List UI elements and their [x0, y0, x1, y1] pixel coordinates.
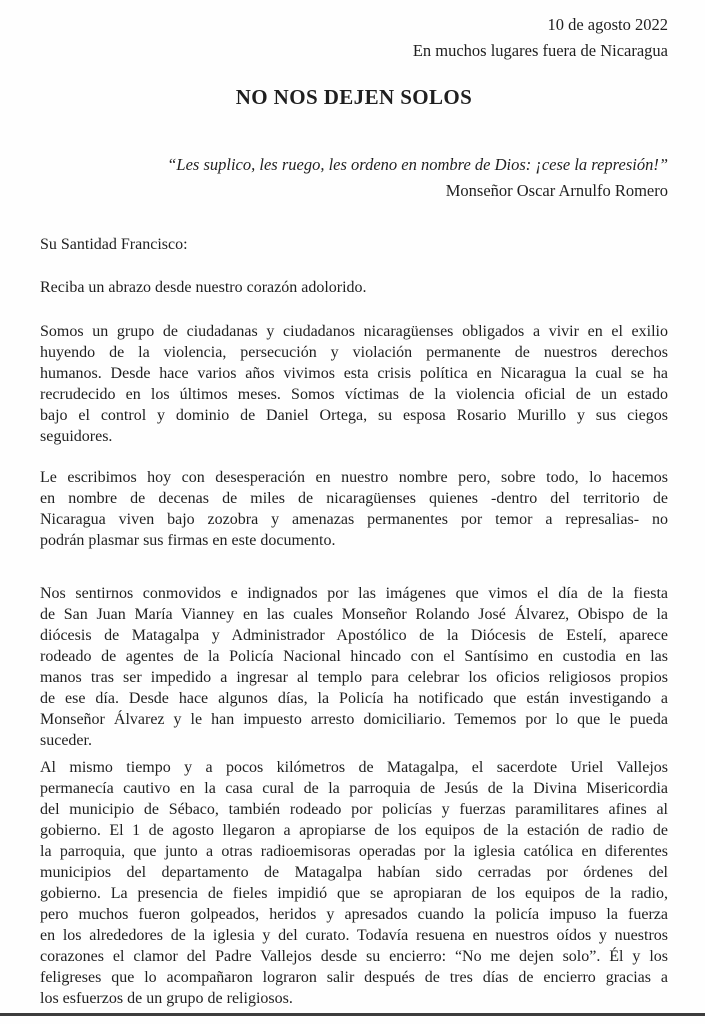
text-line: huyendo de la violencia, persecución y violación permanente de nuestros derechos [40, 344, 668, 361]
text-line: humanos. Desde hace varios años vivimos esta crisis política en Nicaragua la cual se ha [40, 365, 668, 382]
text-line: gobierno. La presencia de fieles impidió que se apropiaran de los equipos de la radio, [40, 885, 668, 902]
paragraph-writing-on-behalf [40, 467, 668, 551]
text-line: Nicaragua viven bajo zozobra y amenazas permanentes por temor a represalias- no [40, 511, 668, 528]
epigraph-quote: “Les suplico, les ruego, les ordeno en nombre de Dios: ¡cese la represión!” [167, 155, 668, 174]
text-line: en nombre de decenas de miles de nicaragüenses quienes -dentro del territorio de [40, 490, 668, 507]
text-line: en los alrededores de la iglesia y del curato. Todavía resuena en nuestros oídos y nuestros [40, 927, 668, 944]
text-line: bajo el control y dominio de Daniel Ortega, su esposa Rosario Murillo y sus ciegos [40, 407, 668, 424]
text-line: diócesis de Matagalpa y Administrador Apostólico de la Diócesis de Estelí, aparece [40, 627, 668, 644]
text-line: Le escribimos hoy con desesperación en nuestro nombre pero, sobre todo, lo hacemos [40, 469, 668, 486]
text-line: feligreses que lo acompañaron lograron salir después de tres días de encierro gracias a [40, 969, 668, 986]
text-line: podrán plasmar sus firmas en este documento. [40, 532, 336, 549]
text-line: permanecía cautivo en la casa cural de la parroquia de Jesús de la Divina Misericordia [40, 780, 668, 797]
page-bottom-divider [0, 1013, 705, 1016]
text-line: de ese día. Desde hace algunos días, la Policía ha notificado que están investigando a [40, 690, 668, 707]
epigraph-attribution: Monseñor Oscar Arnulfo Romero [445, 181, 668, 200]
place-line: En muchos lugares fuera de Nicaragua [412, 41, 668, 60]
letter-header [40, 12, 668, 64]
text-line: de San Juan María Vianney en las cuales Monseñor Rolando José Álvarez, Obispo de la [40, 606, 668, 623]
text-line: los esfuerzos de un grupo de religiosos. [40, 990, 293, 1007]
salutation: Su Santidad Francisco: [40, 236, 188, 253]
text-line: suceder. [40, 732, 92, 749]
letter-title: NO NOS DEJEN SOLOS [235, 85, 473, 109]
text-line: Monseñor Álvarez y le han impuesto arresto domiciliario. Tememos por lo que le pueda [40, 711, 668, 728]
text-line: recrudecido en los últimos meses. Somos víctimas de la violencia oficial de un estado [40, 386, 668, 403]
paragraph-monsenor-alvarez [40, 583, 668, 751]
epigraph-block [40, 152, 668, 204]
text-line: Nos sentirnos conmovidos e indignados por las imágenes que vimos el día de la fiesta [40, 585, 668, 602]
text-line: rodeado de agentes de la Policía Nacional hincado con el Santísimo en custodia en las [40, 648, 668, 665]
text-line: del municipio de Sébaco, también rodeado por policías y fuerzas paramilitares afines al [40, 801, 668, 818]
text-line: municipios del departamento de Matagalpa habían sido cerradas por órdenes del [40, 864, 668, 881]
paragraph-exile [40, 321, 668, 447]
opening-line: Reciba un abrazo desde nuestro corazón adolorido. [40, 279, 367, 296]
text-line: Somos un grupo de ciudadanas y ciudadanos nicaragüenses obligados a vivir en el exilio [40, 323, 668, 340]
text-line: manos tras ser impedido a ingresar al templo para celebrar los oficios religiosos propios [40, 669, 668, 686]
date-line: 10 de agosto 2022 [547, 15, 668, 34]
text-line: pero muchos fueron golpeados, heridos y apresados cuando la policía impuso la fuerza [40, 906, 668, 923]
text-line: Al mismo tiempo y a pocos kilómetros de Matagalpa, el sacerdote Uriel Vallejos [40, 759, 668, 776]
text-line: corazones el clamor del Padre Vallejos desde su encierro: “No me dejen solo”. Él y los [40, 948, 668, 965]
text-line: gobierno. El 1 de agosto llegaron a apropiarse de los equipos de la estación de radio de [40, 822, 668, 839]
paragraph-padre-vallejos [40, 757, 668, 1009]
text-line: seguidores. [40, 428, 113, 445]
text-line: la parroquia, que junto a otras radioemisoras operadas por la iglesia católica en diferentes [40, 843, 668, 860]
